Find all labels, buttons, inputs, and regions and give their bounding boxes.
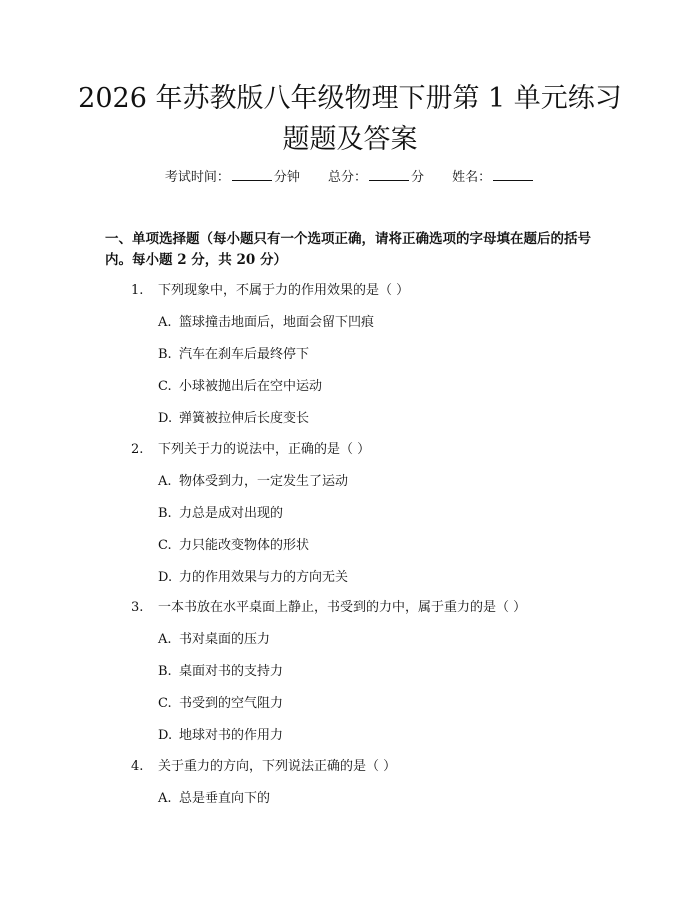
option-letter: B.	[158, 347, 172, 362]
student-name	[452, 168, 535, 187]
option-letter: D.	[158, 728, 173, 743]
exam-time-blank	[232, 168, 272, 181]
question-2	[131, 441, 370, 459]
option-c	[158, 695, 283, 713]
option-text: 弹簧被拉伸后长度变长	[179, 411, 310, 426]
question-3	[131, 599, 526, 617]
option-a	[158, 631, 270, 649]
title-line-1: 2026 年苏教版八年级物理下册第 1 单元练习	[78, 83, 622, 114]
title-line-2: 题题及答案	[282, 124, 418, 155]
option-letter: C.	[158, 379, 172, 394]
exam-score-blank	[369, 168, 409, 181]
student-name-blank	[493, 168, 533, 181]
question-4	[131, 758, 396, 776]
exam-time-unit: 分钟	[273, 170, 300, 185]
option-letter: A.	[158, 474, 172, 489]
question-text: 下列现象中，不属于力的作用效果的是（ ）	[158, 283, 410, 298]
option-letter: C.	[158, 538, 172, 553]
option-text: 力总是成对出现的	[179, 506, 284, 521]
option-a	[158, 314, 374, 332]
page-title	[0, 78, 700, 160]
option-d	[158, 727, 283, 745]
exam-score-unit: 分	[411, 170, 425, 185]
option-b	[158, 505, 283, 523]
question-text: 下列关于力的说法中，正确的是（ ）	[158, 442, 371, 457]
option-letter: D.	[158, 570, 173, 585]
section-heading: 一、单项选择题（每小题只有一个选项正确，请将正确选项的字母填在题后的括号内。每小题 2 分，共 20 分）	[105, 231, 591, 268]
option-a	[158, 473, 348, 491]
option-text: 小球被抛出后在空中运动	[179, 379, 323, 394]
option-d	[158, 410, 309, 428]
option-text: 力只能改变物体的形状	[179, 538, 310, 553]
exam-score	[328, 168, 424, 187]
option-letter: C.	[158, 696, 172, 711]
option-b	[158, 663, 283, 681]
question-1	[131, 282, 409, 300]
option-d	[158, 569, 348, 587]
question-number: 3.	[131, 600, 144, 615]
option-letter: A.	[158, 791, 172, 806]
question-number: 4.	[131, 759, 144, 774]
exam-time	[165, 168, 300, 187]
option-c	[158, 378, 322, 396]
option-b	[158, 346, 309, 364]
option-text: 汽车在刹车后最终停下	[179, 347, 310, 362]
option-letter: A.	[158, 315, 172, 330]
question-text: 一本书放在水平桌面上静止，书受到的力中，属于重力的是（ ）	[158, 600, 527, 615]
option-letter: D.	[158, 411, 173, 426]
option-letter: B.	[158, 664, 172, 679]
exam-time-label: 考试时间：	[164, 170, 230, 185]
option-text: 篮球撞击地面后，地面会留下凹痕	[179, 315, 375, 330]
option-c	[158, 537, 309, 555]
option-text: 总是垂直向下的	[179, 791, 271, 806]
student-name-label: 姓名：	[452, 170, 492, 185]
question-number: 1.	[131, 283, 144, 298]
option-letter: B.	[158, 506, 172, 521]
option-text: 物体受到力，一定发生了运动	[179, 474, 349, 489]
option-text: 桌面对书的支持力	[179, 664, 284, 679]
option-text: 书受到的空气阻力	[179, 696, 284, 711]
option-text: 书对桌面的压力	[179, 632, 271, 647]
option-a	[158, 790, 270, 808]
option-letter: A.	[158, 632, 172, 647]
exam-meta	[0, 168, 700, 187]
exam-score-label: 总分：	[327, 170, 367, 185]
question-number: 2.	[131, 442, 144, 457]
option-text: 地球对书的作用力	[179, 728, 284, 743]
option-text: 力的作用效果与力的方向无关	[179, 570, 349, 585]
question-text: 关于重力的方向，下列说法正确的是（ ）	[158, 759, 397, 774]
